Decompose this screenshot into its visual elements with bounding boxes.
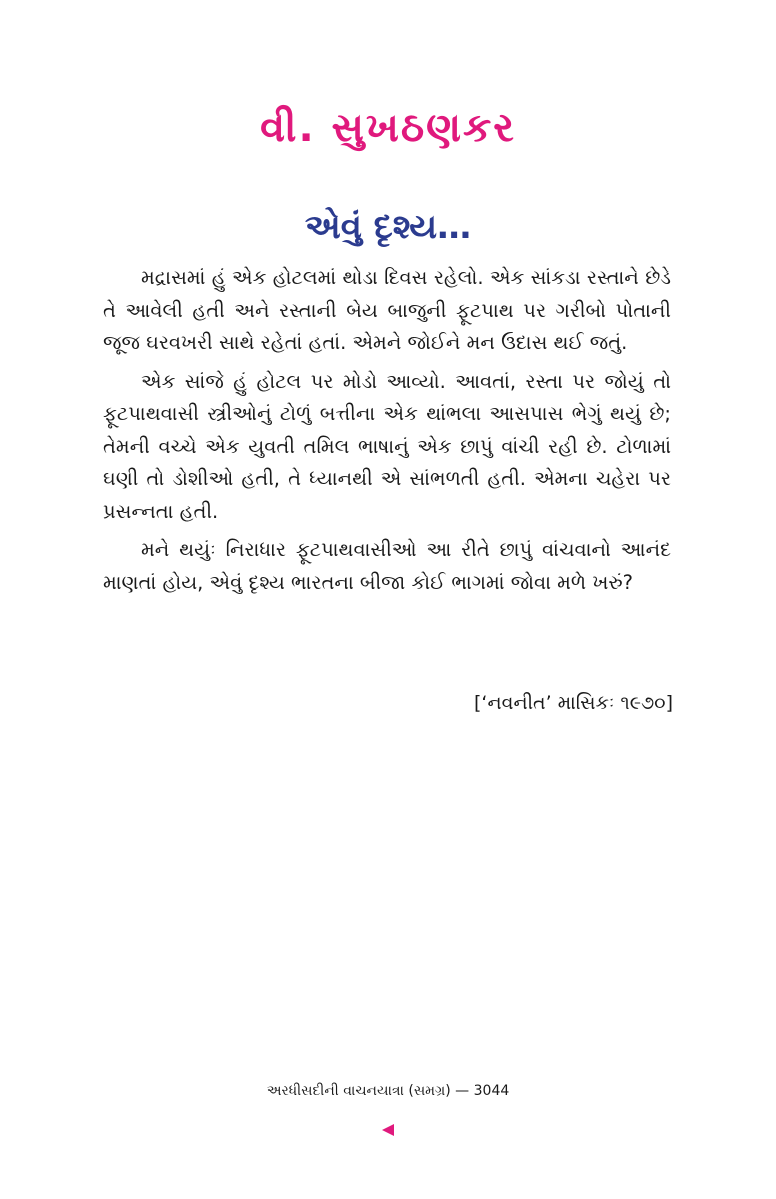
article-body bbox=[103, 262, 671, 605]
paragraph-3: મને થયુંઃ નિરાધાર ફૂટપાથવાસીઓ આ રીતે છાપું વાંચવાનો આનંદ માણતાં હોય, એવું દૃશ્ય ભારતના બીજા કોઈ ભાગમાં જોવા મળે ખરું? bbox=[103, 538, 671, 594]
author-name: વી. સુખઠણકર bbox=[260, 105, 516, 151]
triangle-left-icon bbox=[380, 1122, 396, 1138]
paragraph-1: મદ્રાસમાં હું એક હોટલમાં થોડા દિવસ રહેલો. એક સાંકડા રસ્તાને છેડે તે આવેલી હતી અને રસ્તાની બેય બાજુની ફૂટપાથ પર ગરીબો પોતાની જૂજ ઘરવખરી સાથે રહેતાં હતાં. એમને જોઈને મન ઉદાસ થઈ જતું. bbox=[103, 266, 671, 354]
article-title: એવું દૃશ્ય… bbox=[304, 207, 472, 247]
paragraph-2: એક સાંજે હું હોટલ પર મોડો આવ્યો. આવતાં, રસ્તા પર જોયું તો ફૂટપાથવાસી સ્ત્રીઓનું ટોળું બત્તીના એક થાંભલા આસપાસ ભેગું થયું છે; તેમની વચ્ચે એક યુવતી તમિલ ભાષાનું એક છાપું વાંચી રહી છે. ટોળામાં ઘણી તો ડોશીઓ હતી, તે ધ્યાનથી એ સાંભળતી હતી. એમના ચહેરા પર પ્રસન્નતા હતી. bbox=[103, 369, 671, 523]
source-citation: [‘નવનીત’ માસિકઃ ૧૯૭૦] bbox=[474, 692, 673, 714]
previous-page-button[interactable] bbox=[376, 1118, 400, 1142]
page-footer: અરધીસદીની વાચનયાત્રા (સમગ્ર) — 3044 bbox=[266, 1083, 510, 1099]
